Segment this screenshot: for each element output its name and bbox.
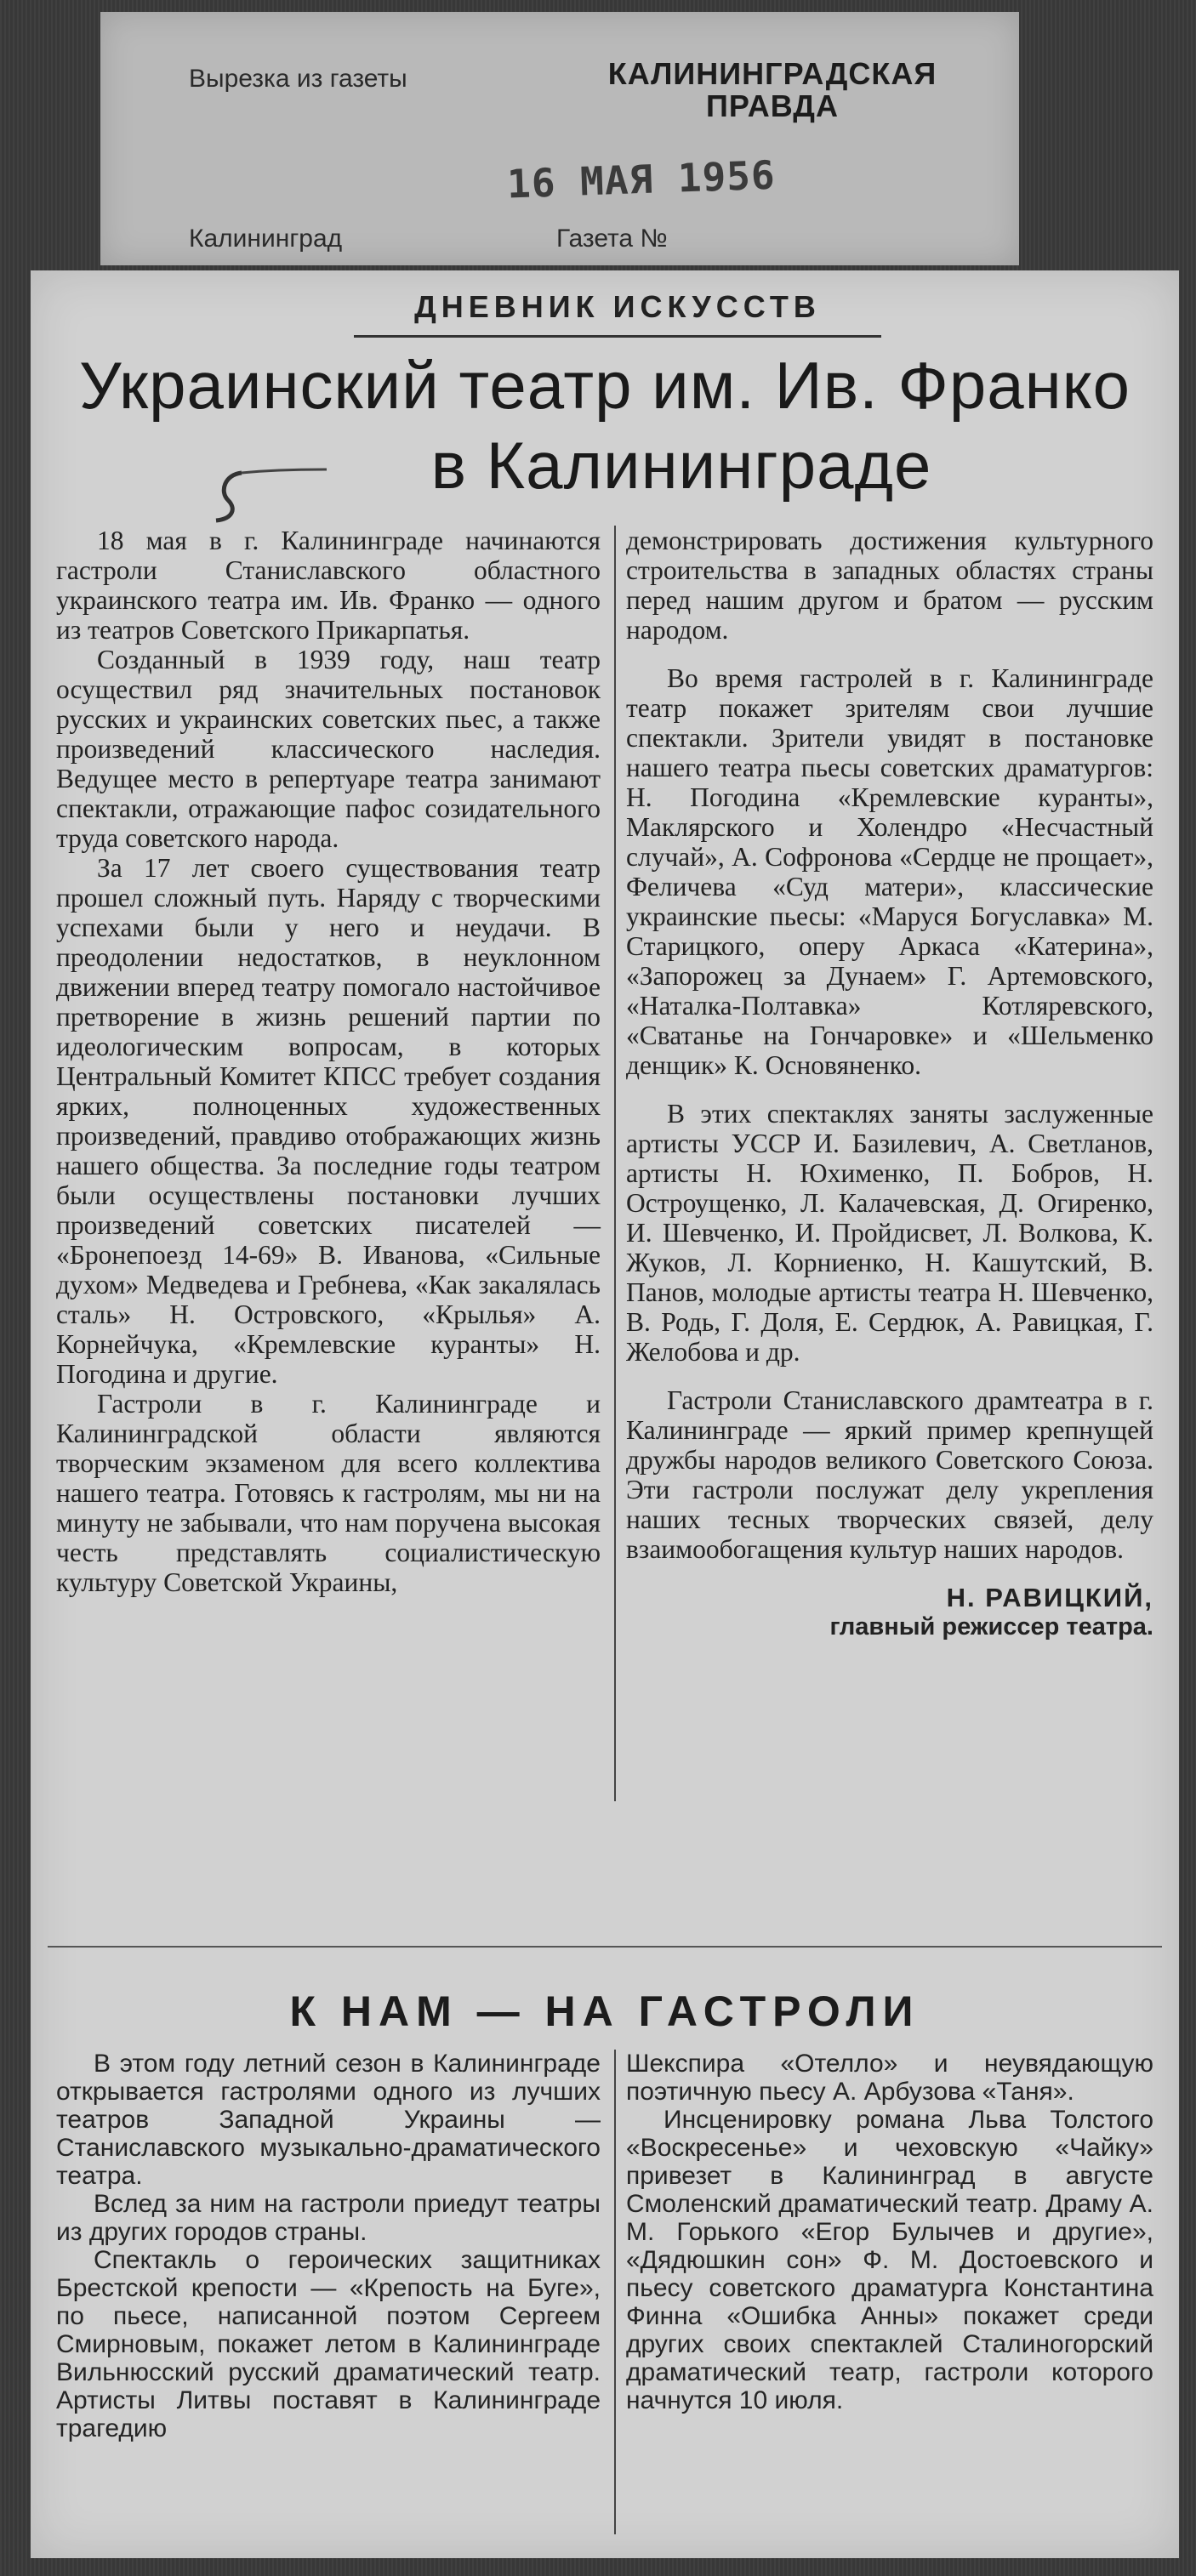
cutting-label: Вырезка из газеты [189,65,407,93]
article1-right-paragraph: демонстрировать достижения культурного строительства в западных областях страны перед нашим другом и братом — русским народом. [626,526,1153,645]
article1-left-column [56,526,601,1597]
article2-right-paragraph: Шекспира «Отелло» и неувядающую поэтичную пьесу А. Арбузова «Таня». [626,2050,1153,2106]
article1-left-paragraph: Гастроли в г. Калининграде и Калининградской области являются творческим экзаменом для всего коллектива нашего театра. Готовясь к гастролям, мы ни на минуту не забывали, что нам поручена высокая честь представлять социалистическую культуру Советской Украины, [56,1389,601,1597]
publication-title-line1: КАЛИНИНГРАДСКАЯ [607,56,937,91]
article2-left-paragraph: В этом году летний сезон в Калининграде открывается гастролями одного из лучших театров Западной Украины — Станиславского музыкально-драматического театра. [56,2050,601,2190]
handwritten-pencil-mark-icon [208,466,335,526]
clipping-slip [100,12,1019,265]
publication-title-line2: ПРАВДА [706,88,839,123]
signature-role: главный режиссер театра. [829,1613,1153,1641]
headline-line1: Украинский театр им. Ив. Франко [78,348,1131,423]
article1-left-paragraph: 18 мая в г. Калининграде начинаются гастроли Станиславского областного украинского театра им. Ив. Франко — одного из театров Советского Прикарпатья. [56,526,601,645]
section-divider [48,1946,1162,1948]
rubric-underline [354,335,881,338]
article2-left-paragraph: Спектакль о героических защитниках Брестской крепости — «Крепость на Буге», по пьесе, написанной поэтом Сергеем Смирновым, покажет летом в Калининграде Вильнюсский русский драматический театр. Артисты Литвы поставят в Калининграде трагедию [56,2246,601,2442]
article1-right-paragraph: Во время гастролей в г. Калининграде театр покажет зрителям свои лучшие спектакли. Зрители увидят в постановке нашего театра пьесы советских драматургов: Н. Погодина «Кремлевские куранты», Макляpского и Холендро «Несчастный случай», А. Софронова «Сердце не прощает», Феличева «Суд матери», классические украинские пьесы: «Маруся Богуславка» М. Старицкого, оперу Аркаса «Катерина», «Запорожец за Дунаем» Г. Артемовского, «Наталка-Полтавка» Котляревского, «Сватанье на Гончаровке» и «Шельменко денщик» К. Основяненко. [626,663,1153,1080]
article2-right-column [626,2050,1153,2414]
article1-right-paragraph: Гастроли Станиславского драмтеатра в г. Калининграде — яркий пример крепнущей дружбы народов великого Советского Союза. Эти гастроли послужат делу укрепления наших тесных творческих связей, делу взаимообогащения культур наших народов. [626,1385,1153,1564]
article1-right-paragraph: В этих спектаклях заняты заслуженные артисты УССР И. Базилевич, А. Светланов, артисты Н. Юхименко, П. Бобров, Н. Остроущенко, Л. Калачевская, Д. Огиренко, И. Шевченко, И. Пройдисвет, Л. Волкова, К. Жуков, Л. Корниенко, Н. Кашутский, В. Панов, молодые артисты театра Н. Шевченко, В. Родь, Г. Доля, Е. Сердюк, А. Равицкая, Г. Желобова и др. [626,1099,1153,1367]
issue-label: Газета № [556,225,668,253]
article1-right-column [626,526,1153,1642]
signature-name: Н. РАВИЦКИЙ, [946,1583,1153,1612]
article1-left-paragraph: За 17 лет своего существования театр прошел сложный путь. Наряду с творческими успехами были у него и неудачи. В преодолении недостатков, в неуклонном движении вперед театру помогало настойчивое претворение в жизнь решений партии по идеологическим вопросам, в которых Центральный Комитет КПСС требует создания ярких, полноценных художественных произведений, правдиво отображающих жизнь нашего общества. За последние годы театром были осуществлены постановки лучших произведений советских писателей — «Бронепоезд 14-69» В. Иванова, «Сильные духом» Медведева и Гребнева, «Как закалялась сталь» Н. Островского, «Крылья» А. Корнейчука, «Кремлевские куранты» Н. Погодина и другие. [56,853,601,1389]
headline-line2: в Калининграде [430,428,932,503]
newspaper-clipping [31,270,1179,2558]
city-label: Калининград [189,225,343,253]
date-stamp: 16 МАЯ 1956 [506,151,777,208]
publication-title [543,56,1002,124]
article1-left-paragraph: Созданный в 1939 году, наш театр осуществил ряд значительных постановок русских и украинских советских пьес, а также произведений классического наследия. Ведущее место в репертуаре театра занимают спектакли, отражающие пафос созидательного труда советского народа. [56,645,601,853]
article2-right-paragraph: Инсценировку романа Льва Толстого «Воскресенье» и чеховскую «Чайку» привезет в Калининград в августе Смоленский драматический театр. Драму А. М. Горького «Егор Булычев и другие», «Дядюшкин сон» Ф. М. Достоевского и пьесу советского драматурга Константина Финна «Ошибка Анны» покажет среди других своих спектаклей Сталиногорский драматический театр, гастроли которого начнутся 10 июля. [626,2106,1153,2414]
article2-headline: К НАМ — НА ГАСТРОЛИ [289,1987,920,2035]
rubric-title: ДНЕВНИК ИСКУССТВ [414,289,821,324]
column-divider [614,526,616,1801]
column-divider-bottom [614,2050,616,2534]
article2-left-column [56,2050,601,2442]
article2-left-paragraph: Вслед за ним на гастроли приедут театры из других городов страны. [56,2190,601,2246]
